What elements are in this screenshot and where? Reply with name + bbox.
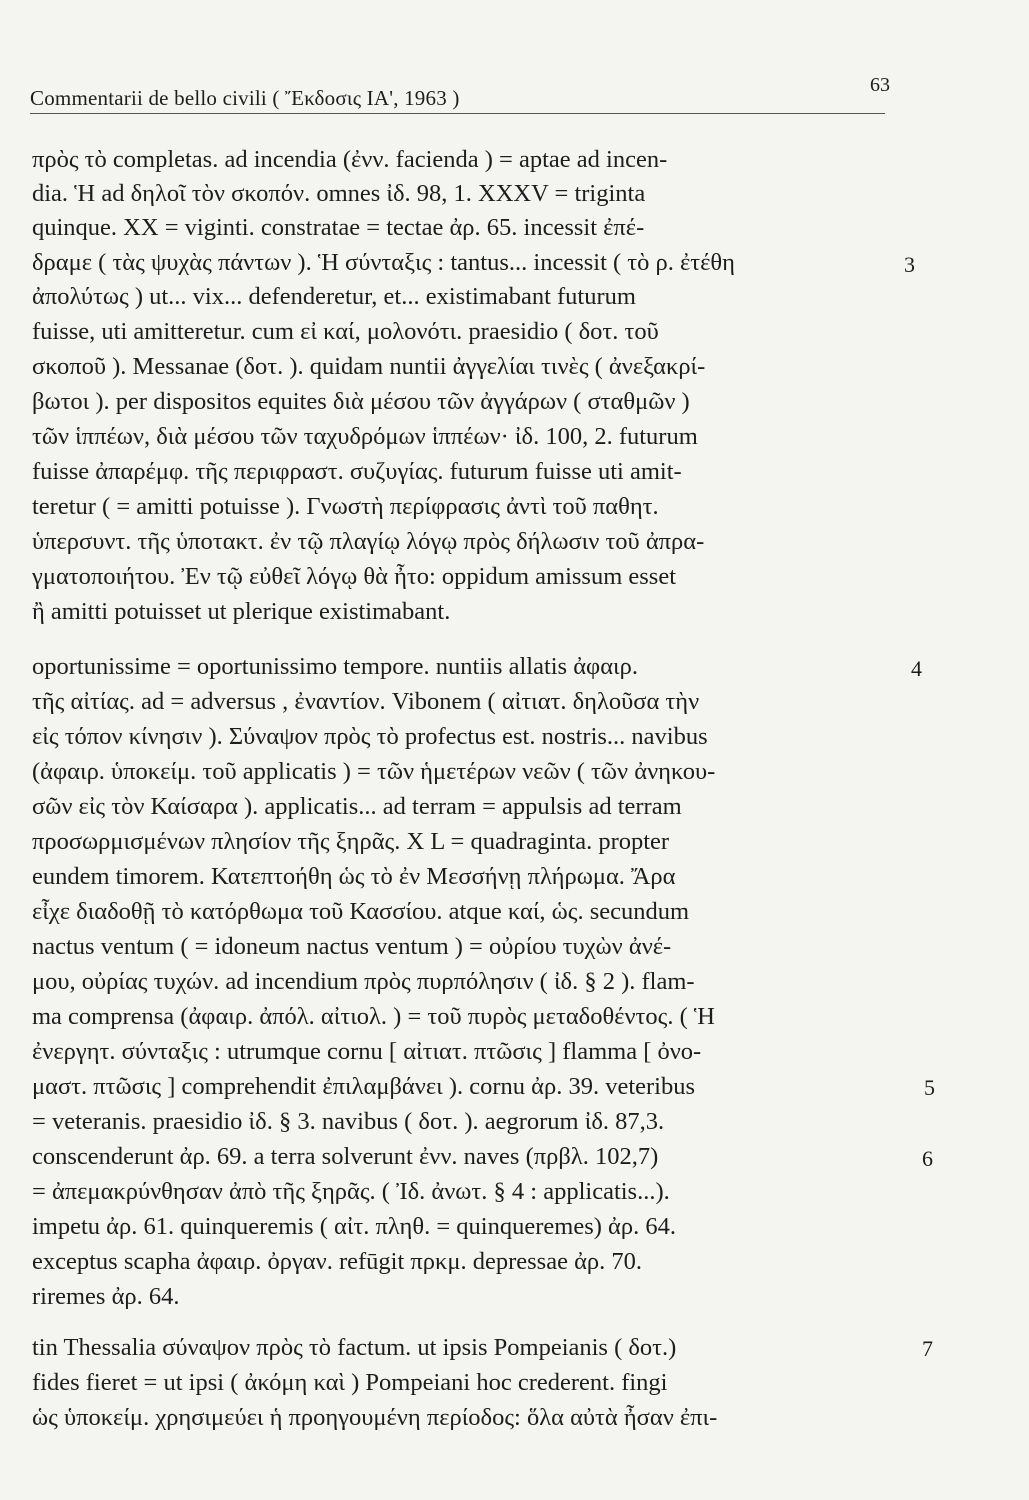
text-line: fuisse, uti amitteretur. cum εἰ καί, μολονότι. praesidio ( δοτ. τοῦ	[32, 318, 659, 345]
text-line: = veteranis. praesidio ἰδ. § 3. navibus ( δοτ. ). aegrorum ἰδ. 87,3.	[32, 1108, 665, 1135]
text-line: ἀπολύτως ) ut... vix... defenderetur, et... existimabant futurum	[32, 283, 636, 310]
text-line: conscenderunt ἀρ. 69. a terra solverunt ἐνν. naves (πρβλ. 102,7)	[32, 1143, 659, 1170]
margin-number: 4	[911, 656, 922, 681]
text-line: fuisse ἀπαρέμφ. τῆς περιφραστ. συζυγίας. futurum fuisse uti amit-	[32, 458, 682, 485]
text-line: εἰς τόπον κίνησιν ). Σύναψον πρὸς τὸ profectus est. nostris... navibus	[32, 723, 708, 750]
margin-number: 5	[924, 1075, 935, 1100]
header-title: Commentarii de bello civili ( Ἔκδοσις ΙΑ', 1963 )	[30, 86, 460, 110]
text-line: dia. Ἡ ad δηλοῖ τὸν σκοπόν. omnes ἰδ. 98, 1. XXXV = triginta	[32, 180, 646, 207]
text-line: (ἀφαιρ. ὑποκείμ. τοῦ applicatis ) = τῶν ἡμετέρων νεῶν ( τῶν ἀνηκου-	[32, 758, 716, 785]
text-line: quinque. XX = viginti. constratae = tectae ἀρ. 65. incessit ἐπέ-	[32, 214, 645, 241]
header-rule	[30, 113, 885, 114]
text-line: exceptus scapha ἀφαιρ. ὀργαν. refūgit πρκμ. depressae ἀρ. 70.	[32, 1248, 643, 1275]
text-line: ὑπερσυντ. τῆς ὑποτακτ. ἐν τῷ πλαγίῳ λόγῳ πρὸς δήλωσιν τοῦ ἀπρα-	[32, 528, 705, 555]
margin-number: 6	[922, 1146, 933, 1171]
text-line: δραμε ( τὰς ψυχὰς πάντων ). Ἡ σύνταξις : tantus... incessit ( τὸ ρ. ἐτέθη	[32, 249, 735, 276]
text-line: teretur ( = amitti potuisse ). Γνωστὴ περίφρασις ἀντὶ τοῦ παθητ.	[32, 493, 659, 520]
text-line: σκοποῦ ). Messanae (δοτ. ). quidam nuntii ἀγγελίαι τινὲς ( ἀνεξακρί-	[32, 353, 706, 380]
text-line: τῆς αἰτίας. ad = adversus , ἐναντίον. Vibonem ( αἰτιατ. δηλοῦσα τὴν	[32, 688, 700, 715]
text-line: ma comprensa (ἀφαιρ. ἀπόλ. αἰτιολ. ) = τοῦ πυρὸς μεταδοθέντος. ( Ἡ	[32, 1003, 715, 1030]
page-number: 63	[870, 74, 890, 96]
text-line: oportunissime = oportunissimo tempore. nuntiis allatis ἀφαιρ.	[32, 653, 638, 680]
margin-number: 7	[922, 1336, 933, 1361]
text-line: eundem timorem. Κατεπτοήθη ὡς τὸ ἐν Μεσσήνῃ πλήρωμα. Ἄρα	[32, 863, 676, 890]
text-line: ὡς ὑποκείμ. χρησιμεύει ἡ προηγουμένη περίοδος: ὅλα αὐτὰ ἦσαν ἐπι-	[32, 1404, 718, 1431]
running-header	[30, 74, 890, 116]
text-line: μαστ. πτῶσις ] comprehendit ἐπιλαμβάνει ). cornu ἀρ. 39. veteribus	[32, 1073, 696, 1100]
text-line: σῶν εἰς τὸν Καίσαρα ). applicatis... ad terram = appulsis ad terram	[32, 793, 682, 820]
text-line: nactus ventum ( = idoneum nactus ventum ) = οὐρίου τυχὼν ἀνέ-	[32, 933, 672, 960]
text-line: προσωρμισμένων πλησίον τῆς ξηρᾶς. X L = quadraginta. propter	[32, 828, 670, 855]
text-line: ἐνεργητ. σύνταξις : utrumque cornu [ αἰτιατ. πτῶσις ] flamma [ ὀνο-	[32, 1038, 702, 1065]
text-line: riremes ἀρ. 64.	[32, 1283, 180, 1310]
text-line: βωτοι ). per dispositos equites διὰ μέσου τῶν ἀγγάρων ( σταθμῶν )	[32, 388, 690, 415]
text-line: τῶν ἱππέων, διὰ μέσου τῶν ταχυδρόμων ἱππέων· ἰδ. 100, 2. futurum	[32, 423, 698, 450]
text-line: ἢ amitti potuisset ut plerique existimabant.	[32, 598, 451, 625]
text-line: γματοποιήτου. Ἐν τῷ εὐθεῖ λόγῳ θὰ ἦτο: oppidum amissum esset	[32, 563, 677, 590]
text-line: πρὸς τὸ completas. ad incendia (ἐνν. facienda ) = aptae ad incen-	[32, 146, 668, 173]
text-line: impetu ἀρ. 61. quinqueremis ( αἰτ. πληθ. = quinqueremes) ἀρ. 64.	[32, 1213, 676, 1240]
text-line: fides fieret = ut ipsi ( ἀκόμη καὶ ) Pompeiani hoc crederent. fingi	[32, 1369, 668, 1396]
text-line: μου, οὐρίας τυχών. ad incendium πρὸς πυρπόλησιν ( ἰδ. § 2 ). flam-	[32, 968, 695, 995]
margin-number: 3	[904, 252, 915, 277]
text-line: tin Thessalia σύναψον πρὸς τὸ factum. ut ipsis Pompeianis ( δοτ.)	[32, 1334, 677, 1361]
text-line: = ἀπεμακρύνθησαν ἀπὸ τῆς ξηρᾶς. ( Ἰδ. ἀνωτ. § 4 : applicatis...).	[32, 1178, 670, 1205]
text-line: εἶχε διαδοθῇ τὸ κατόρθωμα τοῦ Κασσίου. atque καί, ὡς. secundum	[32, 898, 690, 925]
